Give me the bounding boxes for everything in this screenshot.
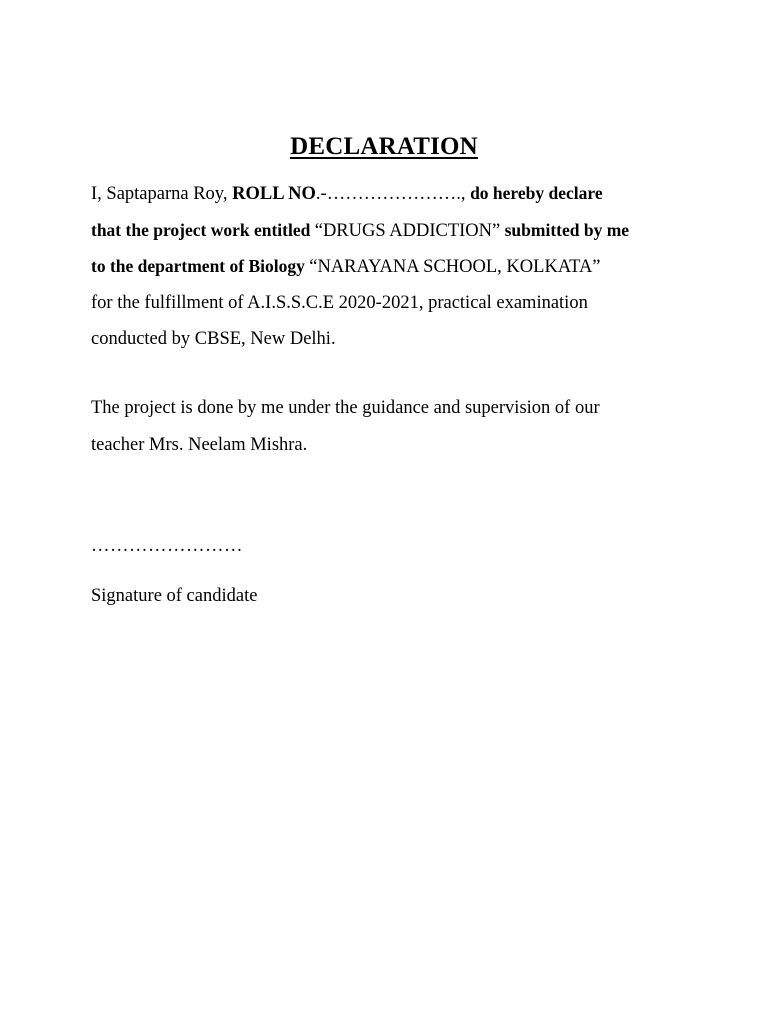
guidance-line-2: teacher Mrs. Neelam Mishra. [91, 434, 308, 455]
paragraph-line-4: for the fulfillment of A.I.S.S.C.E 2020-2021, practical examination [91, 292, 588, 313]
department-text: to the department of Biology [91, 256, 310, 276]
signature-label: Signature of candidate [91, 586, 258, 606]
project-intro-text: that the project work entitled [91, 219, 315, 240]
declare-text: do hereby declare [470, 183, 603, 203]
roll-no-label: ROLL NO [232, 184, 316, 204]
declaration-paragraph [91, 175, 691, 358]
declarant-name-text: I, Saptaparna Roy, [91, 184, 233, 204]
school-name-text: “NARAYANA SCHOOL, KOLKATA” [309, 257, 601, 277]
signature-line: …………………… [91, 536, 243, 556]
paragraph-line-1 [91, 175, 691, 212]
submitted-text: submitted by me [500, 219, 630, 240]
page-title: DECLARATION [290, 133, 478, 160]
guidance-paragraph [91, 390, 691, 463]
paragraph-line-3 [91, 248, 691, 285]
guidance-line-1: The project is done by me under the guidance and supervision of our [91, 398, 600, 418]
project-title-text: “DRUGS ADDICTION” [314, 220, 501, 241]
paragraph-line-5: conducted by CBSE, New Delhi. [91, 329, 336, 349]
paragraph-line-2 [91, 212, 691, 249]
roll-no-value: .-…………………., [315, 184, 471, 204]
